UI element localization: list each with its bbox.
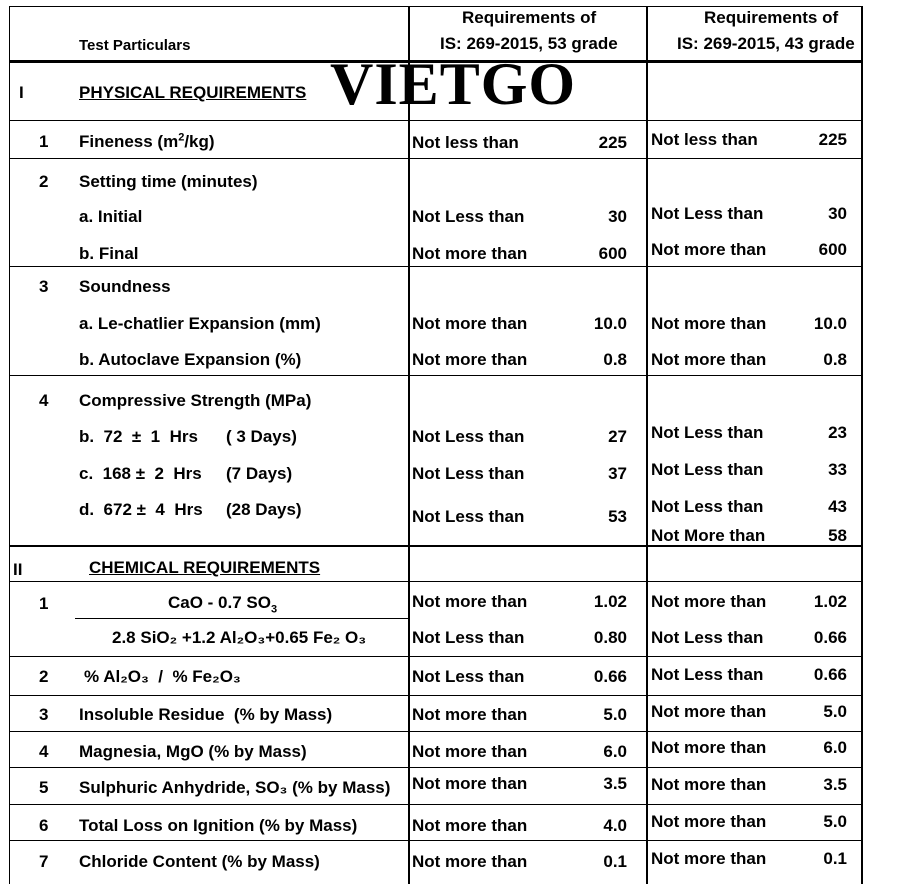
row-divider	[9, 804, 862, 805]
compressive-3day-days: ( 3 Days)	[226, 427, 297, 446]
autoclave-label: b. Autoclave Expansion (%)	[79, 350, 302, 369]
section-chemical-title: CHEMICAL REQUIREMENTS	[89, 558, 321, 577]
soundness-label: Soundness	[79, 277, 171, 296]
limit-label: Not Less than	[412, 507, 525, 526]
limit-label: Not more than	[651, 812, 767, 831]
row-num: 7	[39, 852, 49, 871]
header-test-particulars: Test Particulars	[79, 37, 191, 54]
border-left	[9, 6, 10, 884]
sulphuric-53: 3.5	[603, 774, 627, 793]
row-divider	[9, 731, 862, 732]
limit-label: Not Less than	[412, 207, 525, 226]
setting-final-43: 600	[818, 240, 847, 259]
limit-label: Not Less than	[412, 667, 525, 686]
limit-label: Not more than	[412, 705, 528, 724]
compressive-label: Compressive Strength (MPa)	[79, 391, 312, 410]
loss-label: Total Loss on Ignition (% by Mass)	[79, 816, 358, 835]
compressive-3day-label: b. 72 ± 1 Hrs	[79, 427, 198, 446]
insoluble-43: 5.0	[823, 702, 847, 721]
section-physical-num: I	[19, 83, 24, 102]
compressive-28day-43-max: 58	[828, 526, 847, 545]
header-53-grade-line1: Requirements of	[462, 8, 597, 27]
limit-label: Not more than	[651, 350, 767, 369]
chloride-43: 0.1	[823, 849, 847, 868]
setting-final-53: 600	[598, 244, 627, 263]
compressive-28day-label: d. 672 ± 4 Hrs	[79, 500, 203, 519]
border-top	[9, 6, 862, 7]
limit-label: Not Less than	[412, 427, 525, 446]
compressive-28day-43: 43	[828, 497, 847, 516]
header-43-grade-line2: IS: 269-2015, 43 grade	[677, 34, 855, 53]
compressive-3day-53: 27	[608, 427, 627, 446]
row-num: 1	[39, 132, 49, 151]
row-divider	[9, 840, 862, 841]
limit-label: Not more than	[651, 738, 767, 757]
setting-initial-label: a. Initial	[79, 207, 143, 226]
header-43-grade-line1: Requirements of	[704, 8, 839, 27]
compressive-3day-43: 23	[828, 423, 847, 442]
row-num: 4	[39, 391, 49, 410]
row-divider	[9, 767, 862, 768]
row-divider	[9, 375, 862, 376]
fineness-value-53: 225	[598, 133, 627, 152]
limit-label: Not Less than	[651, 204, 764, 223]
compressive-7day-label: c. 168 ± 2 Hrs	[79, 464, 202, 483]
compressive-7day-53: 37	[608, 464, 627, 483]
col-divider-2	[646, 6, 648, 884]
setting-time-label: Setting time (minutes)	[79, 172, 258, 191]
row-num: 5	[39, 778, 49, 797]
autoclave-43: 0.8	[823, 350, 847, 369]
alfe-label: % Al₂O₃ / % Fe₂O₃	[84, 667, 241, 686]
autoclave-53: 0.8	[603, 350, 627, 369]
row-divider	[9, 695, 862, 696]
watermark-logo: VIETGO	[330, 51, 577, 117]
row-num: 3	[39, 705, 49, 724]
row-divider	[9, 656, 862, 657]
limit-label: Not more than	[412, 816, 528, 835]
compressive-7day-43: 33	[828, 460, 847, 479]
fraction-bar	[75, 618, 408, 619]
row-divider	[9, 581, 862, 582]
row-num: 6	[39, 816, 49, 835]
insoluble-label: Insoluble Residue (% by Mass)	[79, 705, 333, 724]
lsf-lower-53: 0.80	[593, 628, 627, 647]
row-num: 1	[39, 594, 49, 613]
lsf-lower-43: 0.66	[813, 628, 847, 647]
magnesia-label: Magnesia, MgO (% by Mass)	[79, 742, 307, 761]
limit-label: Not more than	[412, 852, 528, 871]
limit-label: Not more than	[412, 742, 528, 761]
limit-label: Not Less than	[651, 460, 764, 479]
limit-label: Not more than	[412, 244, 528, 263]
limit-label: Not more than	[651, 592, 767, 611]
lsf-upper-43: 1.02	[813, 592, 847, 611]
limit-label: Not less than	[651, 130, 758, 149]
limit-label: Not Less than	[412, 464, 525, 483]
sulphuric-43: 3.5	[823, 775, 847, 794]
fineness-value-43: 225	[818, 130, 847, 149]
border-right	[861, 6, 863, 884]
sulphuric-label: Sulphuric Anhydride, SO₃ (% by Mass)	[79, 778, 391, 797]
chloride-label: Chloride Content (% by Mass)	[79, 852, 320, 871]
row-divider	[9, 545, 862, 547]
loss-53: 4.0	[603, 816, 627, 835]
magnesia-43: 6.0	[823, 738, 847, 757]
header-53-grade-line2: IS: 269-2015, 53 grade	[440, 34, 618, 53]
limit-label: Not more than	[651, 849, 767, 868]
row-divider	[9, 266, 862, 267]
loss-43: 5.0	[823, 812, 847, 831]
col-divider-1	[408, 6, 410, 884]
compressive-7day-days: (7 Days)	[226, 464, 293, 483]
lsf-numerator: CaO - 0.7 $SO_3$	[168, 593, 278, 616]
limit-label: Not Less than	[651, 665, 764, 684]
section-chemical-num: II	[13, 560, 23, 579]
alfe-43: 0.66	[813, 665, 847, 684]
limit-label: Not more than	[651, 775, 767, 794]
lechatlier-53: 10.0	[593, 314, 627, 333]
limit-label: Not less than	[412, 133, 519, 152]
setting-final-label: b. Final	[79, 244, 139, 263]
magnesia-53: 6.0	[603, 742, 627, 761]
limit-label: Not more than	[412, 774, 528, 793]
row-num: 3	[39, 277, 49, 296]
row-num: 2	[39, 667, 49, 686]
limit-label: Not more than	[412, 592, 528, 611]
limit-label: Not Less than	[651, 423, 764, 442]
lsf-upper-53: 1.02	[593, 592, 627, 611]
row-num: 4	[39, 742, 49, 761]
limit-label: Not more than	[651, 314, 767, 333]
compressive-28day-53: 53	[608, 507, 627, 526]
limit-label: Not Less than	[412, 628, 525, 647]
lechatlier-label: a. Le-chatlier Expansion (mm)	[79, 314, 321, 333]
lechatlier-43: 10.0	[813, 314, 847, 333]
limit-label: Not more than	[412, 314, 528, 333]
limit-label: Not more than	[651, 702, 767, 721]
limit-label: Not more than	[651, 240, 767, 259]
insoluble-53: 5.0	[603, 705, 627, 724]
compressive-28day-days: (28 Days)	[226, 500, 302, 519]
row-num: 2	[39, 172, 49, 191]
fineness-label: Fineness $(m^2/kg)$	[79, 131, 215, 151]
limit-label: Not More than	[651, 526, 766, 545]
lsf-denominator: 2.8 SiO₂ +1.2 Al₂O₃+0.65 Fe₂ O₃	[112, 628, 367, 647]
section-physical-title: PHYSICAL REQUIREMENTS	[79, 83, 307, 102]
limit-label: Not Less than	[651, 497, 764, 516]
setting-initial-53: 30	[608, 207, 627, 226]
row-divider	[9, 158, 862, 159]
limit-label: Not Less than	[651, 628, 764, 647]
alfe-53: 0.66	[593, 667, 627, 686]
setting-initial-43: 30	[828, 204, 847, 223]
limit-label: Not more than	[412, 350, 528, 369]
row-divider	[9, 120, 862, 121]
chloride-53: 0.1	[603, 852, 627, 871]
